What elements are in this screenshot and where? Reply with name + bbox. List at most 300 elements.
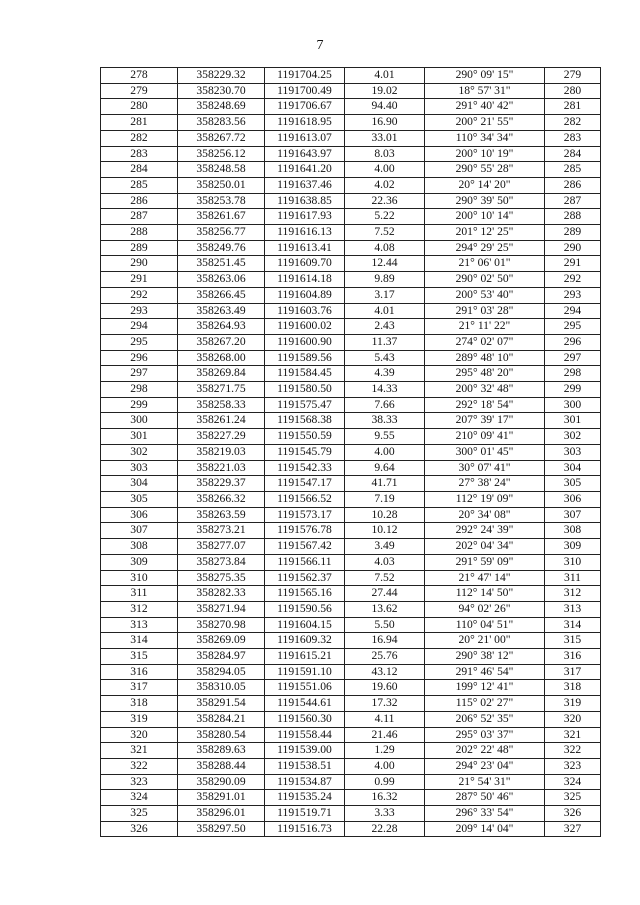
next-point-cell: 323 <box>545 758 601 774</box>
next-point-cell: 303 <box>545 444 601 460</box>
point-number-cell: 311 <box>101 586 178 602</box>
table-row <box>101 790 601 806</box>
bearing-cell: 110° 34' 34" <box>425 130 545 146</box>
next-point-cell: 313 <box>545 601 601 617</box>
distance-cell: 5.22 <box>345 209 425 225</box>
table-row <box>101 649 601 665</box>
next-point-cell: 291 <box>545 256 601 272</box>
table-row <box>101 99 601 115</box>
y-coordinate-cell: 1191616.13 <box>265 225 345 241</box>
point-number-cell: 297 <box>101 366 178 382</box>
table-row <box>101 476 601 492</box>
x-coordinate-cell: 358282.33 <box>178 586 265 602</box>
bearing-cell: 290° 02' 50" <box>425 272 545 288</box>
x-coordinate-cell: 358267.72 <box>178 130 265 146</box>
bearing-cell: 18° 57' 31" <box>425 83 545 99</box>
table-row <box>101 743 601 759</box>
y-coordinate-cell: 1191534.87 <box>265 774 345 790</box>
bearing-cell: 112° 14' 50" <box>425 586 545 602</box>
bearing-cell: 209° 14' 04" <box>425 821 545 837</box>
point-number-cell: 279 <box>101 83 178 99</box>
distance-cell: 10.12 <box>345 523 425 539</box>
distance-cell: 14.33 <box>345 382 425 398</box>
table-row <box>101 413 601 429</box>
point-number-cell: 310 <box>101 570 178 586</box>
point-number-cell: 291 <box>101 272 178 288</box>
next-point-cell: 283 <box>545 130 601 146</box>
next-point-cell: 293 <box>545 287 601 303</box>
next-point-cell: 284 <box>545 146 601 162</box>
y-coordinate-cell: 1191567.42 <box>265 539 345 555</box>
table-row <box>101 319 601 335</box>
next-point-cell: 300 <box>545 397 601 413</box>
point-number-cell: 300 <box>101 413 178 429</box>
x-coordinate-cell: 358266.32 <box>178 491 265 507</box>
bearing-cell: 292° 24' 39" <box>425 523 545 539</box>
bearing-cell: 30° 07' 41" <box>425 460 545 476</box>
distance-cell: 4.11 <box>345 711 425 727</box>
distance-cell: 4.01 <box>345 68 425 84</box>
table-row <box>101 523 601 539</box>
next-point-cell: 307 <box>545 507 601 523</box>
y-coordinate-cell: 1191542.33 <box>265 460 345 476</box>
point-number-cell: 293 <box>101 303 178 319</box>
y-coordinate-cell: 1191618.95 <box>265 115 345 131</box>
bearing-cell: 206° 52' 35" <box>425 711 545 727</box>
y-coordinate-cell: 1191706.67 <box>265 99 345 115</box>
next-point-cell: 290 <box>545 240 601 256</box>
bearing-cell: 200° 53' 40" <box>425 287 545 303</box>
x-coordinate-cell: 358263.06 <box>178 272 265 288</box>
x-coordinate-cell: 358256.77 <box>178 225 265 241</box>
point-number-cell: 321 <box>101 743 178 759</box>
x-coordinate-cell: 358267.20 <box>178 334 265 350</box>
point-number-cell: 281 <box>101 115 178 131</box>
y-coordinate-cell: 1191604.89 <box>265 287 345 303</box>
table-row <box>101 130 601 146</box>
distance-cell: 3.49 <box>345 539 425 555</box>
next-point-cell: 302 <box>545 429 601 445</box>
bearing-cell: 202° 22' 48" <box>425 743 545 759</box>
table-row <box>101 539 601 555</box>
next-point-cell: 311 <box>545 570 601 586</box>
y-coordinate-cell: 1191704.25 <box>265 68 345 84</box>
point-number-cell: 325 <box>101 806 178 822</box>
bearing-cell: 296° 33' 54" <box>425 806 545 822</box>
next-point-cell: 288 <box>545 209 601 225</box>
table-row <box>101 429 601 445</box>
bearing-cell: 200° 10' 19" <box>425 146 545 162</box>
y-coordinate-cell: 1191609.32 <box>265 633 345 649</box>
table-row <box>101 570 601 586</box>
x-coordinate-cell: 358230.70 <box>178 83 265 99</box>
next-point-cell: 309 <box>545 539 601 555</box>
table-row <box>101 193 601 209</box>
table-row <box>101 758 601 774</box>
next-point-cell: 292 <box>545 272 601 288</box>
next-point-cell: 295 <box>545 319 601 335</box>
distance-cell: 9.64 <box>345 460 425 476</box>
x-coordinate-cell: 358283.56 <box>178 115 265 131</box>
table-row <box>101 601 601 617</box>
next-point-cell: 318 <box>545 680 601 696</box>
table-row <box>101 366 601 382</box>
distance-cell: 4.02 <box>345 177 425 193</box>
distance-cell: 2.43 <box>345 319 425 335</box>
next-point-cell: 294 <box>545 303 601 319</box>
x-coordinate-cell: 358310.05 <box>178 680 265 696</box>
y-coordinate-cell: 1191545.79 <box>265 444 345 460</box>
next-point-cell: 279 <box>545 68 601 84</box>
table-row <box>101 821 601 837</box>
x-coordinate-cell: 358229.32 <box>178 68 265 84</box>
point-number-cell: 298 <box>101 382 178 398</box>
x-coordinate-cell: 358284.97 <box>178 649 265 665</box>
point-number-cell: 286 <box>101 193 178 209</box>
point-number-cell: 289 <box>101 240 178 256</box>
x-coordinate-cell: 358251.45 <box>178 256 265 272</box>
x-coordinate-cell: 358288.44 <box>178 758 265 774</box>
distance-cell: 27.44 <box>345 586 425 602</box>
x-coordinate-cell: 358258.33 <box>178 397 265 413</box>
bearing-cell: 294° 29' 25" <box>425 240 545 256</box>
distance-cell: 4.03 <box>345 554 425 570</box>
distance-cell: 3.17 <box>345 287 425 303</box>
point-number-cell: 285 <box>101 177 178 193</box>
x-coordinate-cell: 358269.84 <box>178 366 265 382</box>
distance-cell: 9.89 <box>345 272 425 288</box>
y-coordinate-cell: 1191575.47 <box>265 397 345 413</box>
x-coordinate-cell: 358273.21 <box>178 523 265 539</box>
x-coordinate-cell: 358296.01 <box>178 806 265 822</box>
point-number-cell: 282 <box>101 130 178 146</box>
next-point-cell: 289 <box>545 225 601 241</box>
y-coordinate-cell: 1191614.18 <box>265 272 345 288</box>
distance-cell: 0.99 <box>345 774 425 790</box>
point-number-cell: 283 <box>101 146 178 162</box>
bearing-cell: 290° 55' 28" <box>425 162 545 178</box>
next-point-cell: 298 <box>545 366 601 382</box>
distance-cell: 9.55 <box>345 429 425 445</box>
next-point-cell: 280 <box>545 83 601 99</box>
y-coordinate-cell: 1191539.00 <box>265 743 345 759</box>
bearing-cell: 210° 09' 41" <box>425 429 545 445</box>
y-coordinate-cell: 1191547.17 <box>265 476 345 492</box>
y-coordinate-cell: 1191637.46 <box>265 177 345 193</box>
table-row <box>101 491 601 507</box>
bearing-cell: 295° 03' 37" <box>425 727 545 743</box>
point-number-cell: 316 <box>101 664 178 680</box>
x-coordinate-cell: 358291.54 <box>178 696 265 712</box>
point-number-cell: 308 <box>101 539 178 555</box>
table-row <box>101 382 601 398</box>
point-number-cell: 326 <box>101 821 178 837</box>
table-row <box>101 664 601 680</box>
table-row <box>101 350 601 366</box>
x-coordinate-cell: 358227.29 <box>178 429 265 445</box>
point-number-cell: 299 <box>101 397 178 413</box>
distance-cell: 5.43 <box>345 350 425 366</box>
y-coordinate-cell: 1191558.44 <box>265 727 345 743</box>
y-coordinate-cell: 1191600.02 <box>265 319 345 335</box>
distance-cell: 7.52 <box>345 225 425 241</box>
y-coordinate-cell: 1191566.11 <box>265 554 345 570</box>
y-coordinate-cell: 1191576.78 <box>265 523 345 539</box>
next-point-cell: 314 <box>545 617 601 633</box>
y-coordinate-cell: 1191643.97 <box>265 146 345 162</box>
bearing-cell: 291° 59' 09" <box>425 554 545 570</box>
bearing-cell: 289° 48' 10" <box>425 350 545 366</box>
bearing-cell: 199° 12' 41" <box>425 680 545 696</box>
next-point-cell: 319 <box>545 696 601 712</box>
table-row <box>101 256 601 272</box>
bearing-cell: 290° 39' 50" <box>425 193 545 209</box>
x-coordinate-cell: 358261.67 <box>178 209 265 225</box>
y-coordinate-cell: 1191538.51 <box>265 758 345 774</box>
y-coordinate-cell: 1191613.41 <box>265 240 345 256</box>
next-point-cell: 305 <box>545 476 601 492</box>
y-coordinate-cell: 1191544.61 <box>265 696 345 712</box>
x-coordinate-cell: 358263.49 <box>178 303 265 319</box>
distance-cell: 17.32 <box>345 696 425 712</box>
bearing-cell: 291° 46' 54" <box>425 664 545 680</box>
y-coordinate-cell: 1191516.73 <box>265 821 345 837</box>
bearing-cell: 290° 09' 15" <box>425 68 545 84</box>
distance-cell: 7.52 <box>345 570 425 586</box>
next-point-cell: 317 <box>545 664 601 680</box>
bearing-cell: 20° 34' 08" <box>425 507 545 523</box>
y-coordinate-cell: 1191589.56 <box>265 350 345 366</box>
point-number-cell: 304 <box>101 476 178 492</box>
table-body <box>101 68 601 837</box>
point-number-cell: 324 <box>101 790 178 806</box>
bearing-cell: 300° 01' 45" <box>425 444 545 460</box>
x-coordinate-cell: 358263.59 <box>178 507 265 523</box>
next-point-cell: 308 <box>545 523 601 539</box>
x-coordinate-cell: 358229.37 <box>178 476 265 492</box>
bearing-cell: 20° 21' 00" <box>425 633 545 649</box>
distance-cell: 19.60 <box>345 680 425 696</box>
table-row <box>101 162 601 178</box>
y-coordinate-cell: 1191617.93 <box>265 209 345 225</box>
point-number-cell: 313 <box>101 617 178 633</box>
y-coordinate-cell: 1191573.17 <box>265 507 345 523</box>
y-coordinate-cell: 1191550.59 <box>265 429 345 445</box>
next-point-cell: 281 <box>545 99 601 115</box>
distance-cell: 43.12 <box>345 664 425 680</box>
bearing-cell: 21° 47' 14" <box>425 570 545 586</box>
bearing-cell: 201° 12' 25" <box>425 225 545 241</box>
distance-cell: 5.50 <box>345 617 425 633</box>
bearing-cell: 200° 21' 55" <box>425 115 545 131</box>
x-coordinate-cell: 358275.35 <box>178 570 265 586</box>
bearing-cell: 115° 02' 27" <box>425 696 545 712</box>
distance-cell: 4.00 <box>345 758 425 774</box>
distance-cell: 4.39 <box>345 366 425 382</box>
distance-cell: 16.94 <box>345 633 425 649</box>
distance-cell: 33.01 <box>345 130 425 146</box>
next-point-cell: 312 <box>545 586 601 602</box>
point-number-cell: 284 <box>101 162 178 178</box>
table-row <box>101 68 601 84</box>
bearing-cell: 291° 40' 42" <box>425 99 545 115</box>
point-number-cell: 306 <box>101 507 178 523</box>
x-coordinate-cell: 358266.45 <box>178 287 265 303</box>
point-number-cell: 303 <box>101 460 178 476</box>
distance-cell: 7.19 <box>345 491 425 507</box>
point-number-cell: 322 <box>101 758 178 774</box>
next-point-cell: 320 <box>545 711 601 727</box>
point-number-cell: 287 <box>101 209 178 225</box>
point-number-cell: 292 <box>101 287 178 303</box>
distance-cell: 4.00 <box>345 444 425 460</box>
bearing-cell: 200° 10' 14" <box>425 209 545 225</box>
x-coordinate-cell: 358280.54 <box>178 727 265 743</box>
table-row <box>101 334 601 350</box>
distance-cell: 16.90 <box>345 115 425 131</box>
table-row <box>101 460 601 476</box>
y-coordinate-cell: 1191519.71 <box>265 806 345 822</box>
next-point-cell: 324 <box>545 774 601 790</box>
next-point-cell: 296 <box>545 334 601 350</box>
x-coordinate-cell: 358250.01 <box>178 177 265 193</box>
table-row <box>101 554 601 570</box>
distance-cell: 38.33 <box>345 413 425 429</box>
y-coordinate-cell: 1191590.56 <box>265 601 345 617</box>
distance-cell: 11.37 <box>345 334 425 350</box>
y-coordinate-cell: 1191600.90 <box>265 334 345 350</box>
table-row <box>101 115 601 131</box>
bearing-cell: 294° 23' 04" <box>425 758 545 774</box>
next-point-cell: 325 <box>545 790 601 806</box>
x-coordinate-cell: 358273.84 <box>178 554 265 570</box>
x-coordinate-cell: 358294.05 <box>178 664 265 680</box>
table-row <box>101 240 601 256</box>
table-row <box>101 303 601 319</box>
table-row <box>101 397 601 413</box>
point-number-cell: 278 <box>101 68 178 84</box>
point-number-cell: 320 <box>101 727 178 743</box>
y-coordinate-cell: 1191535.24 <box>265 790 345 806</box>
bearing-cell: 200° 32' 48" <box>425 382 545 398</box>
bearing-cell: 110° 04' 51" <box>425 617 545 633</box>
y-coordinate-cell: 1191551.06 <box>265 680 345 696</box>
point-number-cell: 295 <box>101 334 178 350</box>
bearing-cell: 202° 04' 34" <box>425 539 545 555</box>
bearing-cell: 21° 11' 22" <box>425 319 545 335</box>
y-coordinate-cell: 1191584.45 <box>265 366 345 382</box>
next-point-cell: 322 <box>545 743 601 759</box>
next-point-cell: 310 <box>545 554 601 570</box>
y-coordinate-cell: 1191568.38 <box>265 413 345 429</box>
y-coordinate-cell: 1191591.10 <box>265 664 345 680</box>
x-coordinate-cell: 358248.69 <box>178 99 265 115</box>
distance-cell: 19.02 <box>345 83 425 99</box>
x-coordinate-cell: 358284.21 <box>178 711 265 727</box>
bearing-cell: 20° 14' 20" <box>425 177 545 193</box>
table-row <box>101 774 601 790</box>
page-number: 7 <box>316 38 324 53</box>
point-number-cell: 318 <box>101 696 178 712</box>
x-coordinate-cell: 358269.09 <box>178 633 265 649</box>
table-row <box>101 287 601 303</box>
y-coordinate-cell: 1191566.52 <box>265 491 345 507</box>
bearing-cell: 291° 03' 28" <box>425 303 545 319</box>
distance-cell: 7.66 <box>345 397 425 413</box>
next-point-cell: 321 <box>545 727 601 743</box>
y-coordinate-cell: 1191700.49 <box>265 83 345 99</box>
y-coordinate-cell: 1191562.37 <box>265 570 345 586</box>
point-number-cell: 301 <box>101 429 178 445</box>
x-coordinate-cell: 358219.03 <box>178 444 265 460</box>
next-point-cell: 315 <box>545 633 601 649</box>
x-coordinate-cell: 358249.76 <box>178 240 265 256</box>
point-number-cell: 323 <box>101 774 178 790</box>
bearing-cell: 292° 18' 54" <box>425 397 545 413</box>
distance-cell: 16.32 <box>345 790 425 806</box>
next-point-cell: 286 <box>545 177 601 193</box>
bearing-cell: 295° 48' 20" <box>425 366 545 382</box>
x-coordinate-cell: 358297.50 <box>178 821 265 837</box>
y-coordinate-cell: 1191560.30 <box>265 711 345 727</box>
x-coordinate-cell: 358261.24 <box>178 413 265 429</box>
next-point-cell: 285 <box>545 162 601 178</box>
x-coordinate-cell: 358290.09 <box>178 774 265 790</box>
next-point-cell: 299 <box>545 382 601 398</box>
table-row <box>101 680 601 696</box>
point-number-cell: 294 <box>101 319 178 335</box>
bearing-cell: 21° 06' 01" <box>425 256 545 272</box>
next-point-cell: 326 <box>545 806 601 822</box>
next-point-cell: 301 <box>545 413 601 429</box>
next-point-cell: 327 <box>545 821 601 837</box>
next-point-cell: 282 <box>545 115 601 131</box>
distance-cell: 25.76 <box>345 649 425 665</box>
point-number-cell: 296 <box>101 350 178 366</box>
x-coordinate-cell: 358291.01 <box>178 790 265 806</box>
next-point-cell: 297 <box>545 350 601 366</box>
next-point-cell: 306 <box>545 491 601 507</box>
table-row <box>101 209 601 225</box>
next-point-cell: 287 <box>545 193 601 209</box>
bearing-cell: 290° 38' 12" <box>425 649 545 665</box>
x-coordinate-cell: 358271.75 <box>178 382 265 398</box>
y-coordinate-cell: 1191641.20 <box>265 162 345 178</box>
table-row <box>101 633 601 649</box>
x-coordinate-cell: 358221.03 <box>178 460 265 476</box>
distance-cell: 10.28 <box>345 507 425 523</box>
next-point-cell: 316 <box>545 649 601 665</box>
y-coordinate-cell: 1191609.70 <box>265 256 345 272</box>
point-number-cell: 314 <box>101 633 178 649</box>
point-number-cell: 290 <box>101 256 178 272</box>
y-coordinate-cell: 1191580.50 <box>265 382 345 398</box>
distance-cell: 13.62 <box>345 601 425 617</box>
y-coordinate-cell: 1191615.21 <box>265 649 345 665</box>
x-coordinate-cell: 358256.12 <box>178 146 265 162</box>
table-row <box>101 225 601 241</box>
distance-cell: 4.08 <box>345 240 425 256</box>
table-row <box>101 711 601 727</box>
bearing-cell: 274° 02' 07" <box>425 334 545 350</box>
point-number-cell: 307 <box>101 523 178 539</box>
y-coordinate-cell: 1191613.07 <box>265 130 345 146</box>
distance-cell: 1.29 <box>345 743 425 759</box>
distance-cell: 4.01 <box>345 303 425 319</box>
table-row <box>101 696 601 712</box>
y-coordinate-cell: 1191638.85 <box>265 193 345 209</box>
y-coordinate-cell: 1191565.16 <box>265 586 345 602</box>
